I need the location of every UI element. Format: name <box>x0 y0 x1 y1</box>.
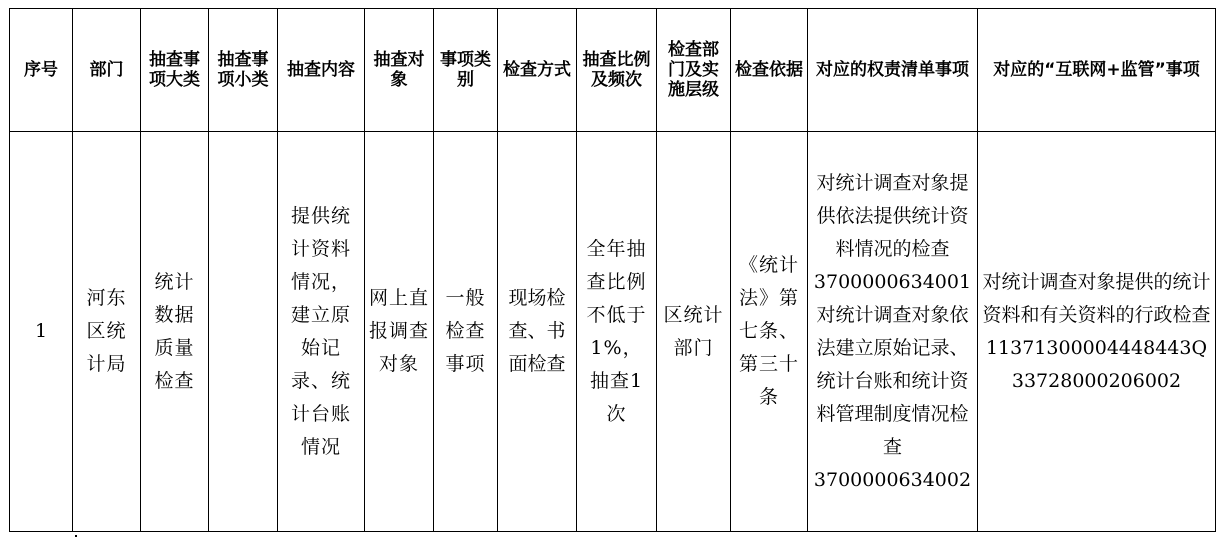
cell-method: 现场检查、书面检查 <box>498 132 577 532</box>
header-target: 抽查对象 <box>365 9 434 132</box>
header-seq: 序号 <box>10 9 73 132</box>
cell-basis: 《统计法》第七条、第三十条 <box>731 132 808 532</box>
cell-content: 提供统计资料情况，建立原始记录、统计台账情况 <box>278 132 365 532</box>
rights-item1-code: 3700000634001 <box>813 270 972 293</box>
header-item-type: 事项类别 <box>434 9 498 132</box>
internet-code2: 33728000206002 <box>1011 369 1182 392</box>
table-row <box>10 132 1216 532</box>
header-basis: 检查依据 <box>731 9 808 132</box>
header-department: 部门 <box>73 9 141 132</box>
cell-minor-category <box>209 132 278 532</box>
stray-mark <box>75 535 77 537</box>
cell-item-type: 一般检查事项 <box>434 132 498 532</box>
header-row <box>10 9 1216 132</box>
cell-seq: 1 <box>10 132 73 532</box>
rights-item2-text: 对统计调查对象依法建立原始记录、统计台账和统计资料管理制度情况检查 <box>816 303 969 458</box>
header-minor-category: 抽查事项小类 <box>209 9 278 132</box>
rights-item1-text: 对统计调查对象提供依法提供统计资料情况的检查 <box>816 171 969 260</box>
internet-code1: 11371300004448443Q <box>985 336 1208 359</box>
inspection-table <box>9 8 1216 532</box>
cell-internet <box>978 132 1216 532</box>
cell-department: 河东区统计局 <box>73 132 141 532</box>
header-ratio: 抽查比例及频次 <box>577 9 657 132</box>
header-rights-list: 对应的权责清单事项 <box>808 9 978 132</box>
header-method: 检查方式 <box>498 9 577 132</box>
header-internet: 对应的“互联网+监管”事项 <box>978 9 1216 132</box>
header-major-category: 抽查事项大类 <box>141 9 209 132</box>
cell-level: 区统计部门 <box>657 132 731 532</box>
rights-item2-code: 3700000634002 <box>813 468 972 491</box>
cell-major-category: 统计数据质量检查 <box>141 132 209 532</box>
cell-rights-list <box>808 132 978 532</box>
cell-target: 网上直报调查对象 <box>365 132 434 532</box>
header-level: 检查部门及实施层级 <box>657 9 731 132</box>
cell-ratio: 全年抽查比例不低于1%，抽查1次 <box>577 132 657 532</box>
internet-text: 对统计调查对象提供的统计资料和有关资料的行政检查 <box>982 270 1211 326</box>
header-content: 抽查内容 <box>278 9 365 132</box>
